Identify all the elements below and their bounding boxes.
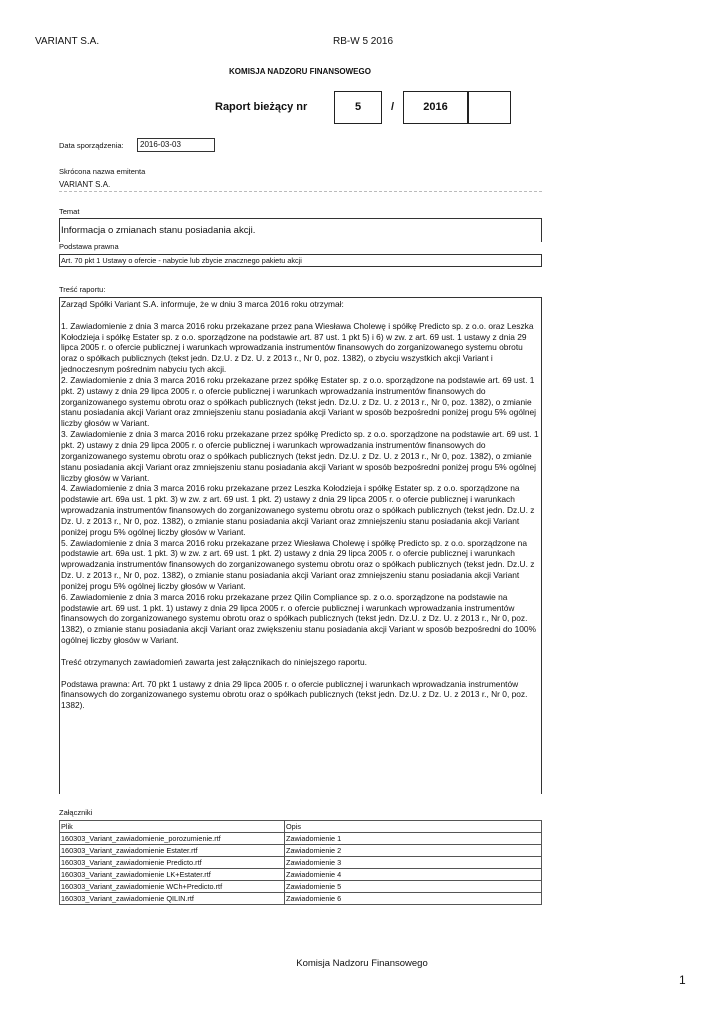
attachments-label: Załączniki [59,808,93,817]
attachment-desc: Zawiadomienie 6 [285,893,542,905]
table-row [60,833,542,845]
attachment-desc: Zawiadomienie 3 [285,857,542,869]
attachment-desc: Zawiadomienie 5 [285,881,542,893]
table-row [60,869,542,881]
legal-basis-value: Art. 70 pkt 1 Ustawy o ofercie - nabycie lub zbycie znacznego pakietu akcji [61,256,302,265]
table-header-row [60,821,542,833]
content-paragraph: 6. Zawiadomienie z dnia 3 marca 2016 roku przekazane przez Qilin Compliance sp. z o.o. sporządzone na podstawie na podstawie art. 69 ust. 1 pkt. 1) ustawy z dnia 29 lipca 2005 r. o ofercie publicznej i warunkach wprowadzania instrumentów finansowych do zorganizowanego systemu obrotu oraz o spółkach publicznych (tekst jedn. Dz.U. z Dz. U. z 2013 r., Nr 0, poz. 1382), o zmianie stanu posiadania akcji Variant oraz zwiększeniu stanu posiadania akcji Variant w sposób bezpośredni do 100% ogólnej liczby głosów w Variant. [61,591,537,646]
report-content [59,297,542,794]
page-number: 1 [679,973,686,987]
table-row [60,893,542,905]
page-title: KOMISJA NADZORU FINANSOWEGO [229,67,371,76]
header-desc: Opis [285,821,542,833]
date-field [137,138,215,152]
date-value: 2016-03-03 [140,140,181,149]
report-label: Raport bieżący nr [215,101,308,113]
content-paragraph: 1. Zawiadomienie z dnia 3 marca 2016 roku przekazane przez pana Wiesława Cholewę i spółkę Predicto sp. z o.o. oraz Leszka Kołodzieja i spółkę Estater sp. z o.o. sporządzone na podstawie art. 87 ust. 1 pkt 5) i 6) w zw. z art. 69 ust. 1 ustawy z dnia 29 lipca 2005 r. o ofercie publicznej i warunkach wprowadzania instrumentów finansowych do zorganizowanego systemu obrotu oraz o spółkach publicznych (tekst jedn. Dz.U. z Dz. U. z 2013 r., Nr 0, poz. 1382), o zbyciu wszystkich akcji Variant i jednoczesnym pośrednim nabyciu tych akcji. [61,320,534,375]
content-paragraph: Zarząd Spółki Variant S.A. informuje, że w dniu 3 marca 2016 roku otrzymał: [61,299,344,309]
attachment-file-link[interactable]: 160303_Variant_zawiadomienie Predicto.rtf [60,857,285,869]
date-label: Data sporządzenia: [59,141,124,150]
content-paragraph: Treść otrzymanych zawiadomień zawarta jest załącznikach do niniejszego raportu. [61,656,367,667]
content-paragraph: 5. Zawiadomienie z dnia 3 marca 2016 roku przekazane przez Wiesława Cholewę i spółkę Predicto sp. z o.o. sporządzone na podstawie art. 69a ust. 1 pkt. 3) w zw. z art. 69 ust. 1 pkt. 2) ustawy z dnia 29 lipca 2005 r. o ofercie publicznej i warunkach wprowadzania instrumentów finansowych do zorganizowanego systemu obrotu oraz o spółkach publicznych (tekst jedn. Dz.U. z Dz. U. z 2013 r., Nr 0, poz. 1382), o zmianie stanu posiadania akcji Variant oraz zmniejszeniu stanu posiadania akcji Variant poniżej progu 5% ogólnej liczby głosów w Variant. [61,537,535,591]
report-extra-box [468,91,511,124]
divider [59,191,542,192]
header-report-code: RB-W 5 2016 [333,36,394,47]
attachment-file-link[interactable]: 160303_Variant_zawiadomienie Estater.rtf [60,845,285,857]
content-paragraph: 3. Zawiadomienie z dnia 3 marca 2016 roku przekazane przez spółkę Predicto sp. z o.o. sporządzone na podstawie art. 69 ust. 1 pkt. 2) ustawy z dnia 29 lipca 2005 r. o ofercie publicznej i warunkach wprowadzania instrumentów finansowych do zorganizowanego systemu obrotu oraz o spółkach publicznych (tekst jedn. Dz.U. z Dz. U. z 2013 r., Nr 0, poz. 1382), o zmianie stanu posiadania akcji Variant oraz zmniejszeniu stanu posiadania akcji Variant w sposób bezpośredni poniżej progu 5% ogólnej liczby głosów w Variant. [61,429,539,483]
report-number: 5 [354,101,362,113]
report-separator: / [391,101,395,113]
subject-field [59,218,542,242]
attachment-desc: Zawiadomienie 4 [285,869,542,881]
content-label: Treść raportu: [59,285,106,294]
subject-label: Temat [59,207,80,216]
issuer-label: Skrócona nazwa emitenta [59,167,146,176]
content-paragraph: Podstawa prawna: Art. 70 pkt 1 ustawy z dnia 29 lipca 2005 r. o ofercie publicznej i warunkach wprowadzania instrumentów finansowych do zorganizowanego systemu obrotu oraz o spółkach publicznych (tekst jedn. Dz.U. z Dz. U. z 2013 r., Nr 0, poz. 1382). [61,678,528,711]
issuer-value: VARIANT S.A. [59,180,111,189]
legal-basis-field [59,254,542,267]
attachment-desc: Zawiadomienie 2 [285,845,542,857]
report-year: 2016 [423,101,448,113]
content-paragraph: 2. Zawiadomienie z dnia 3 marca 2016 roku przekazane przez spółkę Estater sp. z o.o. sporządzone na podstawie art. 69 ust. 1 pkt. 2) ustawy z dnia 29 lipca 2005 r. o ofercie publicznej i warunkach wprowadzania instrumentów finansowych do zorganizowanego systemu obrotu oraz o spółkach publicznych (tekst jedn. Dz.U. z Dz. U. z 2013 r., Nr 0, poz. 1382), o zmianie stanu posiadania akcji Variant oraz zmniejszeniu stanu posiadania akcji Variant w sposób bezpośredni poniżej progu 5% ogólnej liczby głosów w Variant. [61,374,537,429]
legal-basis-label: Podstawa prawna [59,242,119,251]
attachment-file-link[interactable]: 160303_Variant_zawiadomienie QILIN.rtf [60,893,285,905]
attachment-file-link[interactable]: 160303_Variant_zawiadomienie LK+Estater.rtf [60,869,285,881]
attachment-file-link[interactable]: 160303_Variant_zawiadomienie WCh+Predicto.rtf [60,881,285,893]
attachment-file-link[interactable]: 160303_Variant_zawiadomienie_porozumienie.rtf [60,833,285,845]
table-row [60,857,542,869]
attachments-table [59,820,542,905]
footer-text: Komisja Nadzoru Finansowego [296,958,428,969]
content-paragraph: 4. Zawiadomienie z dnia 3 marca 2016 roku przekazane przez Leszka Kołodzieja i spółkę Estater sp. z o.o. sporządzone na podstawie art. 69a ust. 1 pkt. 3) w zw. z art. 69 ust. 1 pkt. 2) ustawy z dnia 29 lipca 2005 r. o ofercie publicznej i warunkach wprowadzania instrumentów finansowych do zorganizowanego systemu obrotu oraz o spółkach publicznych (tekst jedn. Dz.U. z Dz. U. z 2013 r., Nr 0, poz. 1382), o zmianie stanu posiadania akcji Variant oraz zmniejszeniu stanu posiadania akcji Variant poniżej progu 5% ogólnej liczby głosów w Variant. [61,483,535,537]
table-row [60,881,542,893]
header-company: VARIANT S.A. [35,36,100,47]
attachment-desc: Zawiadomienie 1 [285,833,542,845]
header-file: Plik [60,821,285,833]
subject-value: Informacja o zmianach stanu posiadania akcji. [61,225,256,236]
table-row [60,845,542,857]
